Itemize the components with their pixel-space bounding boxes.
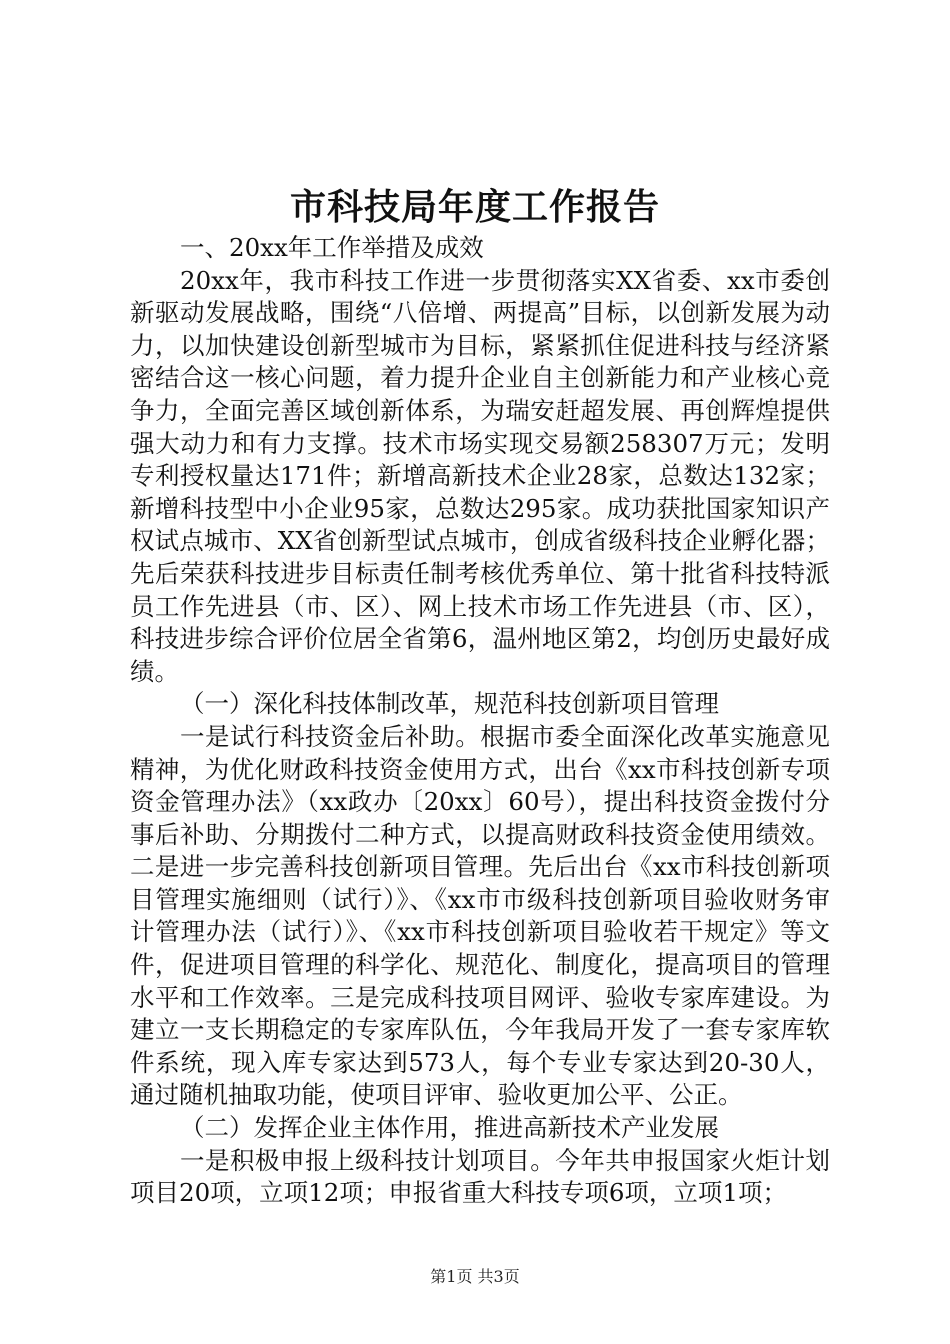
section-heading: 一、20xx年工作举措及成效 xyxy=(180,233,484,262)
document-body xyxy=(130,232,830,1210)
paragraph: 一是试行科技资金后补助。根据市委全面深化改革实施意见精神，为优化财政科技资金使用方式，出台《xx市科技创新专项资金管理办法》（xx政办〔20xx〕60号），提出科技资金拨付分事后补助、分期拨付二种方式，以提高财政科技资金使用绩效。二是进一步完善科技创新项目管理。先后出台《xx市科技创新项目管理实施细则（试行）》、《xx市市级科技创新项目验收财务审计管理办法（试行）》、《xx市科技创新项目验收若干规定》等文件，促进项目管理的科学化、规范化、制度化，提高项目的管理水平和工作效率。三是完成科技项目网评、验收专家库建设。为建立一支长期稳定的专家库队伍，今年我局开发了一套专家库软件系统，现入库专家达到573人，每个专业专家达到20-30人，通过随机抽取功能，使项目评审、验收更加公平、公正。 xyxy=(130,721,830,1110)
page-footer: 第1页 共3页 xyxy=(430,1267,520,1286)
paragraph: 20xx年，我市科技工作进一步贯彻落实XX省委、xx市委创新驱动发展战略，围绕“八倍增、两提高”目标，以创新发展为动力，以加快建设创新型城市为目标，紧紧抓住促进科技与经济紧密结合这一核心问题，着力提升企业自主创新能力和产业核心竞争力，全面完善区域创新体系，为瑞安赶超发展、再创辉煌提供强大动力和有力支撑。技术市场实现交易额258307万元；发明专利授权量达171件；新增高新技术企业28家，总数达132家；新增科技型中小企业95家，总数达295家。成功获批国家知识产权试点城市、XX省创新型试点城市，创成省级科技企业孵化器；先后荣获科技进步目标责任制考核优秀单位、第十批省科技特派员工作先进县（市、区）、网上技术市场工作先进县（市、区），科技进步综合评价位居全省第6，温州地区第2，均创历史最好成绩。 xyxy=(130,265,830,686)
document-title: 市科技局年度工作报告 xyxy=(289,186,660,228)
paragraph: 一是积极申报上级科技计划项目。今年共申报国家火炬计划项目20项，立项12项；申报省重大科技专项6项，立项1项； xyxy=(130,1145,830,1208)
section-heading: （一）深化科技体制改革，规范科技创新项目管理 xyxy=(180,689,719,719)
section-heading: （二）发挥企业主体作用，推进高新技术产业发展 xyxy=(180,1113,719,1143)
